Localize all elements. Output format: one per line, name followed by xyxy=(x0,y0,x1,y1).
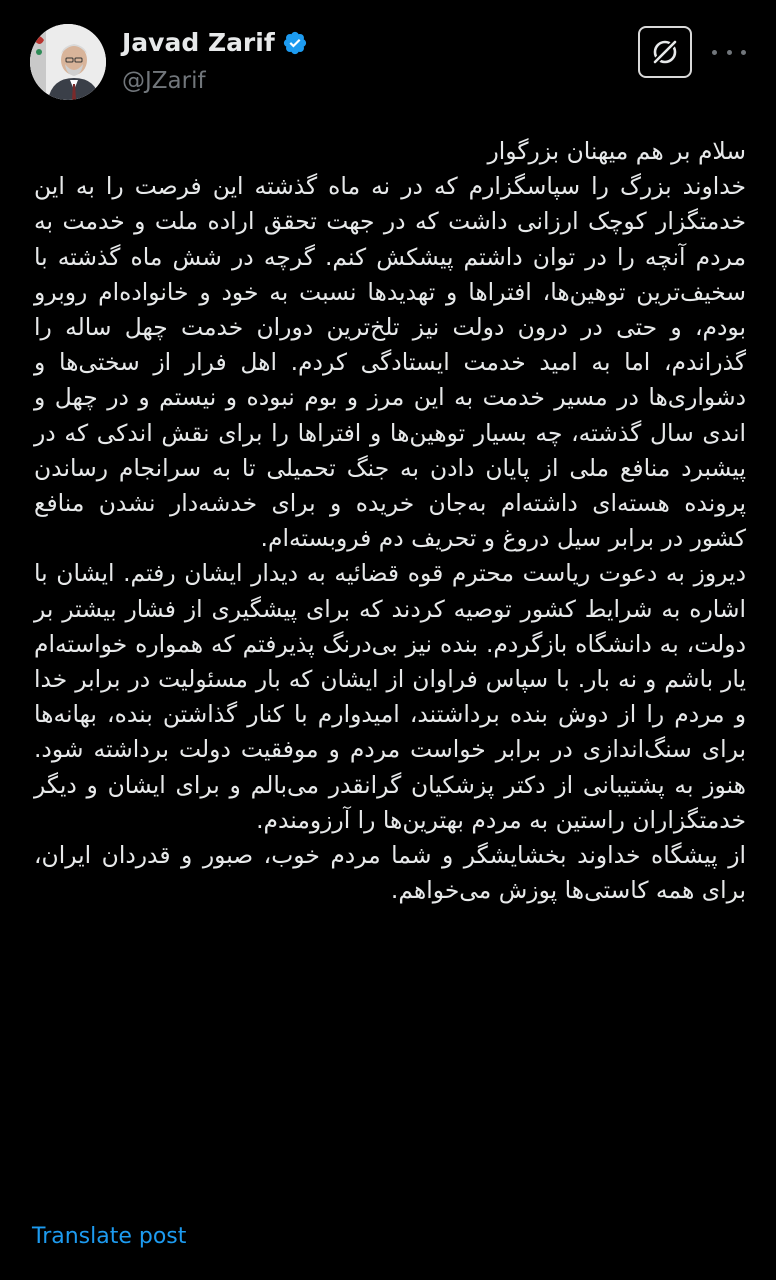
verified-badge-icon[interactable] xyxy=(282,30,308,56)
author-display-name[interactable] xyxy=(122,28,308,57)
grok-icon xyxy=(650,37,680,67)
grok-button[interactable] xyxy=(638,26,692,78)
translate-post-link[interactable]: Translate post xyxy=(32,1224,187,1249)
author-handle[interactable]: @JZarif xyxy=(122,68,206,94)
post-paragraph-closing: از پیشگاه خداوند بخشایشگر و شما مردم خوب، صبور و قدردان ایران، برای همه کاستی‌ها پوزش می‌خواهم. xyxy=(34,841,746,905)
more-dot xyxy=(727,50,732,55)
post-text xyxy=(34,134,746,908)
post-paragraph-2: دیروز به دعوت ریاست محترم قوه قضائیه به دیدار ایشان رفتم. ایشان با اشاره به شرایط کشور توصیه کردند که برای پیشگیری از فشار بیشتر بر دولت، به دانشگاه بازگردم. بنده نیز بی‌درنگ پذیرفتم که همواره خواسته‌ام یار باشم و نه بار. با سپاس فراوان از ایشان که بار مسئولیت در برابر خدا و مردم را از دوش بنده برداشتند، امیدوارم با کنار گذاشتن بنده، بهانه‌ها برای سنگ‌اندازی در برابر خواست مردم و موفقیت دولت برداشته شود. هنوز به پشتیبانی از دکتر پزشکیان گرانقدر می‌بالم و برای ایشان و دیگر خدمتگزاران راستین به مردم بهترین‌ها را آرزومندم. xyxy=(34,559,746,834)
avatar[interactable] xyxy=(30,24,106,100)
more-dot xyxy=(741,50,746,55)
post-paragraph-greeting: سلام بر هم میهنان بزرگوار xyxy=(487,137,746,165)
more-options-icon[interactable] xyxy=(712,40,746,64)
author-name-text[interactable]: Javad Zarif xyxy=(122,28,275,57)
post-paragraph-1: خداوند بزرگ را سپاسگزارم که در نه ماه گذشته این فرصت را به این خدمتگزار کوچک ارزانی داشت که در جهت تحقق اراده ملت و خدمت به مردم آنچه را در توان داشتم پیشکش کنم. گرچه در شش ماه گذشته با سخیف‌ترین توهین‌ها، افتراها و تهدیدها نسبت به خود و خانواده‌ام روبرو بودم، و حتی در درون دولت نیز تلخ‌ترین دوران خدمت چهل ساله را گذراندم، اما به امید خدمت ایستادگی کردم. اهل فرار از سختی‌ها و دشواری‌ها در مسیر خدمت به این مرز و بوم نبوده و نیستم و در چهل و اندی سال گذشته، چه بسیار توهین‌ها و افتراها را برای نقش اندکی که در پیشبرد منافع ملی از پایان دادن به جنگ تحمیلی تا به سرانجام رساندن پرونده هسته‌ای داشته‌ام به‌جان خریده و برای خدشه‌دار نشدن منافع کشور در برابر سیل دروغ و تحریف دم فروبسته‌ام. xyxy=(34,172,746,553)
more-dot xyxy=(712,50,717,55)
post-header xyxy=(0,0,776,120)
person-portrait-avatar-icon xyxy=(30,24,106,100)
